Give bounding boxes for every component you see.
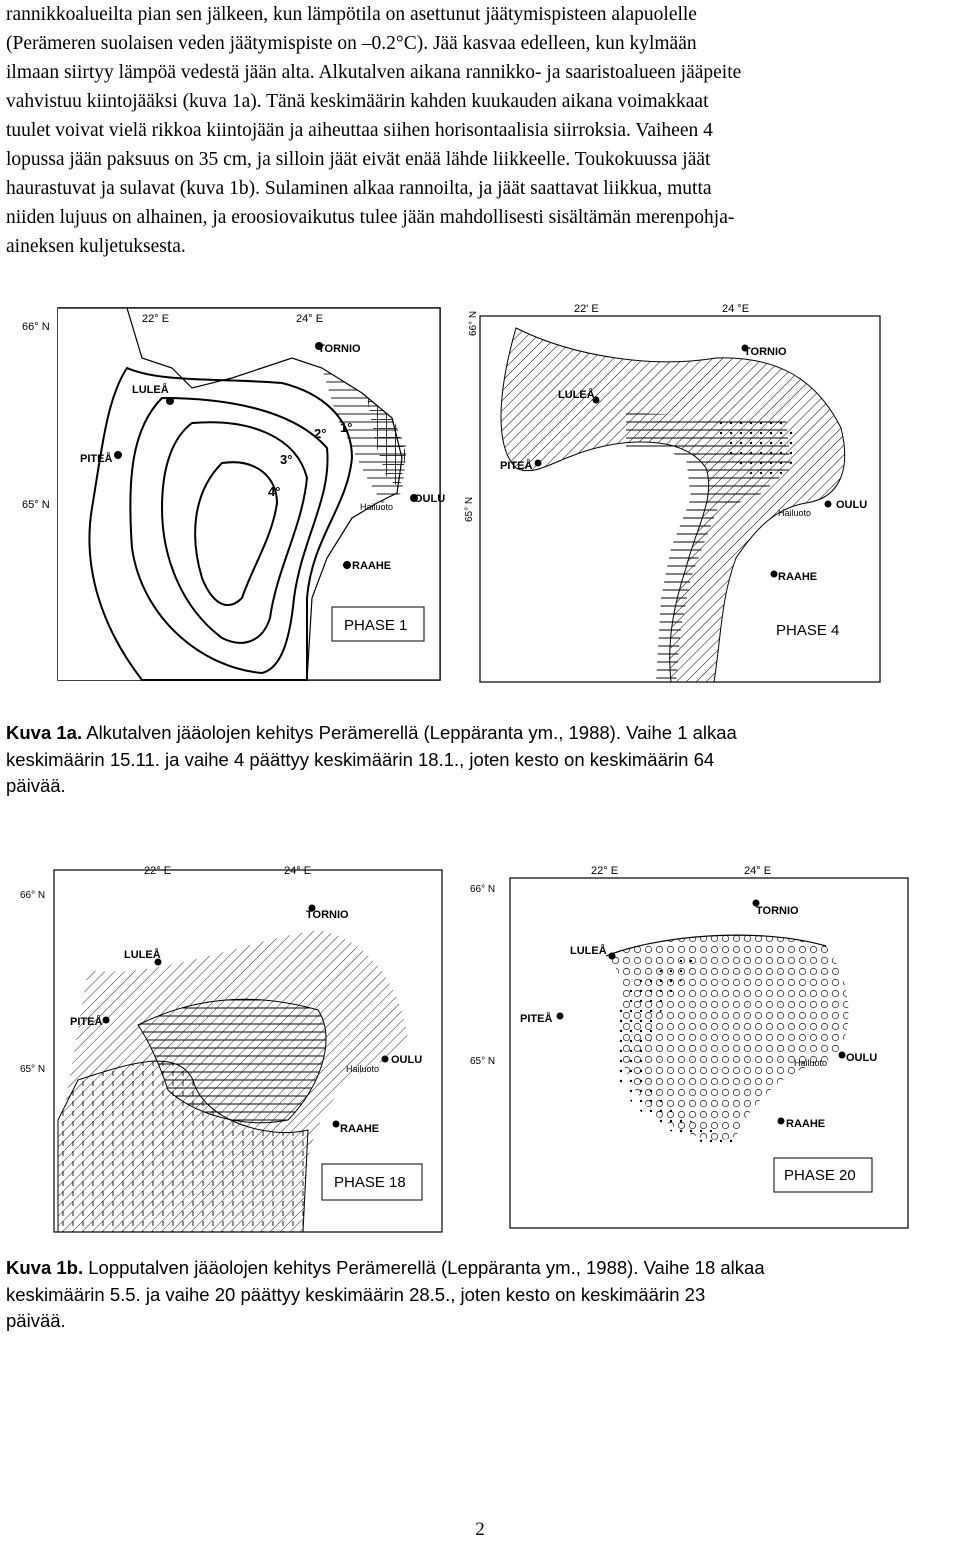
caption-text: Lopputalven jääolojen kehitys Perämerellä (Leppäranta ym., 1988). Vaihe 18 alkaa xyxy=(83,1257,765,1278)
pitea-label: PITEÅ xyxy=(520,1013,553,1025)
lat65-label: 65° N xyxy=(22,499,50,511)
map-phase-1 xyxy=(22,298,446,686)
caption-line: keskimäärin 5.5. ja vaihe 20 päättyy keskimäärin 28.5., joten kesto on keskimäärin 23 xyxy=(6,1283,706,1305)
page-number: 2 xyxy=(475,1519,485,1540)
lon24-label: 24° E xyxy=(296,313,324,325)
hailuoto-label: Hailuoto xyxy=(778,508,812,518)
paragraph-line: ilmaan siirtyy lämpöä vedestä jään alta. Alkutalven aikana rannikko- ja saaristoalueen jääpeite xyxy=(6,62,742,83)
lat65-label: 65° N xyxy=(464,496,475,522)
oulu-label: OULU xyxy=(414,493,446,505)
lat65-label: 65° N xyxy=(470,1056,496,1067)
caption-line: keskimäärin 15.11. ja vaihe 4 päättyy keskimäärin 18.1., joten kesto on keskimäärin 64 xyxy=(6,748,715,770)
pitea-label: PITEÅ xyxy=(500,460,533,472)
oulu-label: OULU xyxy=(836,499,868,511)
lat66-label: 66° N xyxy=(22,321,50,333)
body-paragraph xyxy=(6,0,956,261)
caption-label: Kuva 1a. xyxy=(6,722,83,743)
lon22-label: 22° E xyxy=(142,313,170,325)
lon24-label: 24° E xyxy=(744,865,772,877)
caption-label: Kuva 1b. xyxy=(6,1257,84,1278)
phase20-title: PHASE 20 xyxy=(784,1167,856,1184)
isoline-2: 2° xyxy=(314,426,327,441)
lon22-label: 22° E xyxy=(144,865,172,877)
lat66-label: 66° N xyxy=(20,890,46,901)
raahe-label: RAAHE xyxy=(786,1118,826,1130)
paragraph-line: rannikkoalueilta pian sen jälkeen, kun lämpötila on asettunut jäätymispisteen alapuolelle xyxy=(6,4,697,25)
map-phase-4 xyxy=(456,298,906,686)
isoline-3: 3° xyxy=(280,452,293,467)
lat65-label: 65° N xyxy=(20,1064,46,1075)
map-phase-18 xyxy=(18,860,448,1234)
caption-1b xyxy=(6,1255,956,1335)
lat66-label: 66° N xyxy=(470,884,496,895)
tornio-label: TORNIO xyxy=(744,346,787,358)
phase18-title: PHASE 18 xyxy=(334,1174,406,1191)
caption-line xyxy=(6,1255,956,1282)
lon22-label: 22' E xyxy=(574,303,599,315)
lat66-label: 66° N xyxy=(468,310,479,336)
lulea-label: LULEÅ xyxy=(124,949,161,961)
lulea-label: LULEÅ xyxy=(132,384,169,396)
caption-text: Alkutalven jääolojen kehitys Perämerellä (Leppäranta ym., 1988). Vaihe 1 alkaa xyxy=(82,722,737,743)
caption-line: päivää. xyxy=(6,1310,66,1331)
hailuoto-label: Hailuoto xyxy=(346,1064,380,1074)
isoline-1: 1° xyxy=(340,420,353,435)
phase4-title: PHASE 4 xyxy=(776,622,840,639)
isoline-4: 4° xyxy=(268,484,281,499)
caption-line xyxy=(6,720,956,747)
oulu-label: OULU xyxy=(846,1052,878,1064)
raahe-label: RAAHE xyxy=(340,1123,380,1135)
paragraph-line: (Perämeren suolaisen veden jäätymispiste on –0.2°C). Jää kasvaa edelleen, kun kylmään xyxy=(6,33,697,54)
lulea-label: LULEÅ xyxy=(558,389,595,401)
pitea-label: PITEÅ xyxy=(70,1016,103,1028)
raahe-label: RAAHE xyxy=(778,571,818,583)
lon24-label: 24 °E xyxy=(722,303,750,315)
paragraph-line: tuulet voivat vielä rikkoa kiintojään ja aiheuttaa siihen horisontaalisia siirroksia. Vaiheen 4 xyxy=(6,120,713,141)
lulea-label: LULEÅ xyxy=(570,945,607,957)
oulu-label: OULU xyxy=(391,1054,423,1066)
lon24-label: 24° E xyxy=(284,865,312,877)
caption-line: päivää. xyxy=(6,775,66,796)
paragraph-line: lopussa jään paksuus on 35 cm, ja silloin jäät eivät enää lähde liikkeelle. Toukokuussa jäät xyxy=(6,149,711,170)
tornio-label: TORNIO xyxy=(756,905,799,917)
hailuoto-label: Hailuoto xyxy=(360,502,394,512)
paragraph-line: aineksen kuljetuksesta. xyxy=(6,236,186,257)
raahe-label: RAAHE xyxy=(352,560,392,572)
paragraph-line: haurastuvat ja sulavat (kuva 1b). Sulaminen alkaa rannoilta, ja jäät saattavat liikkua, mutta xyxy=(6,178,712,199)
map-phase-20 xyxy=(456,856,912,1230)
tornio-label: TORNIO xyxy=(306,909,349,921)
paragraph-line: vahvistuu kiintojääksi (kuva 1a). Tänä keskimäärin kahden kuukauden aikana voimakkaat xyxy=(6,91,709,112)
caption-1a xyxy=(6,720,956,800)
tornio-label: TORNIO xyxy=(318,343,361,355)
lon22-label: 22° E xyxy=(591,865,619,877)
paragraph-line: niiden lujuus on alhainen, ja eroosiovaikutus tulee jään mahdollisesti sisältämän merenpohja- xyxy=(6,207,735,228)
hailuoto-label: Hailuoto xyxy=(794,1058,828,1068)
pitea-label: PITEÅ xyxy=(80,453,113,465)
phase1-title: PHASE 1 xyxy=(344,617,408,634)
